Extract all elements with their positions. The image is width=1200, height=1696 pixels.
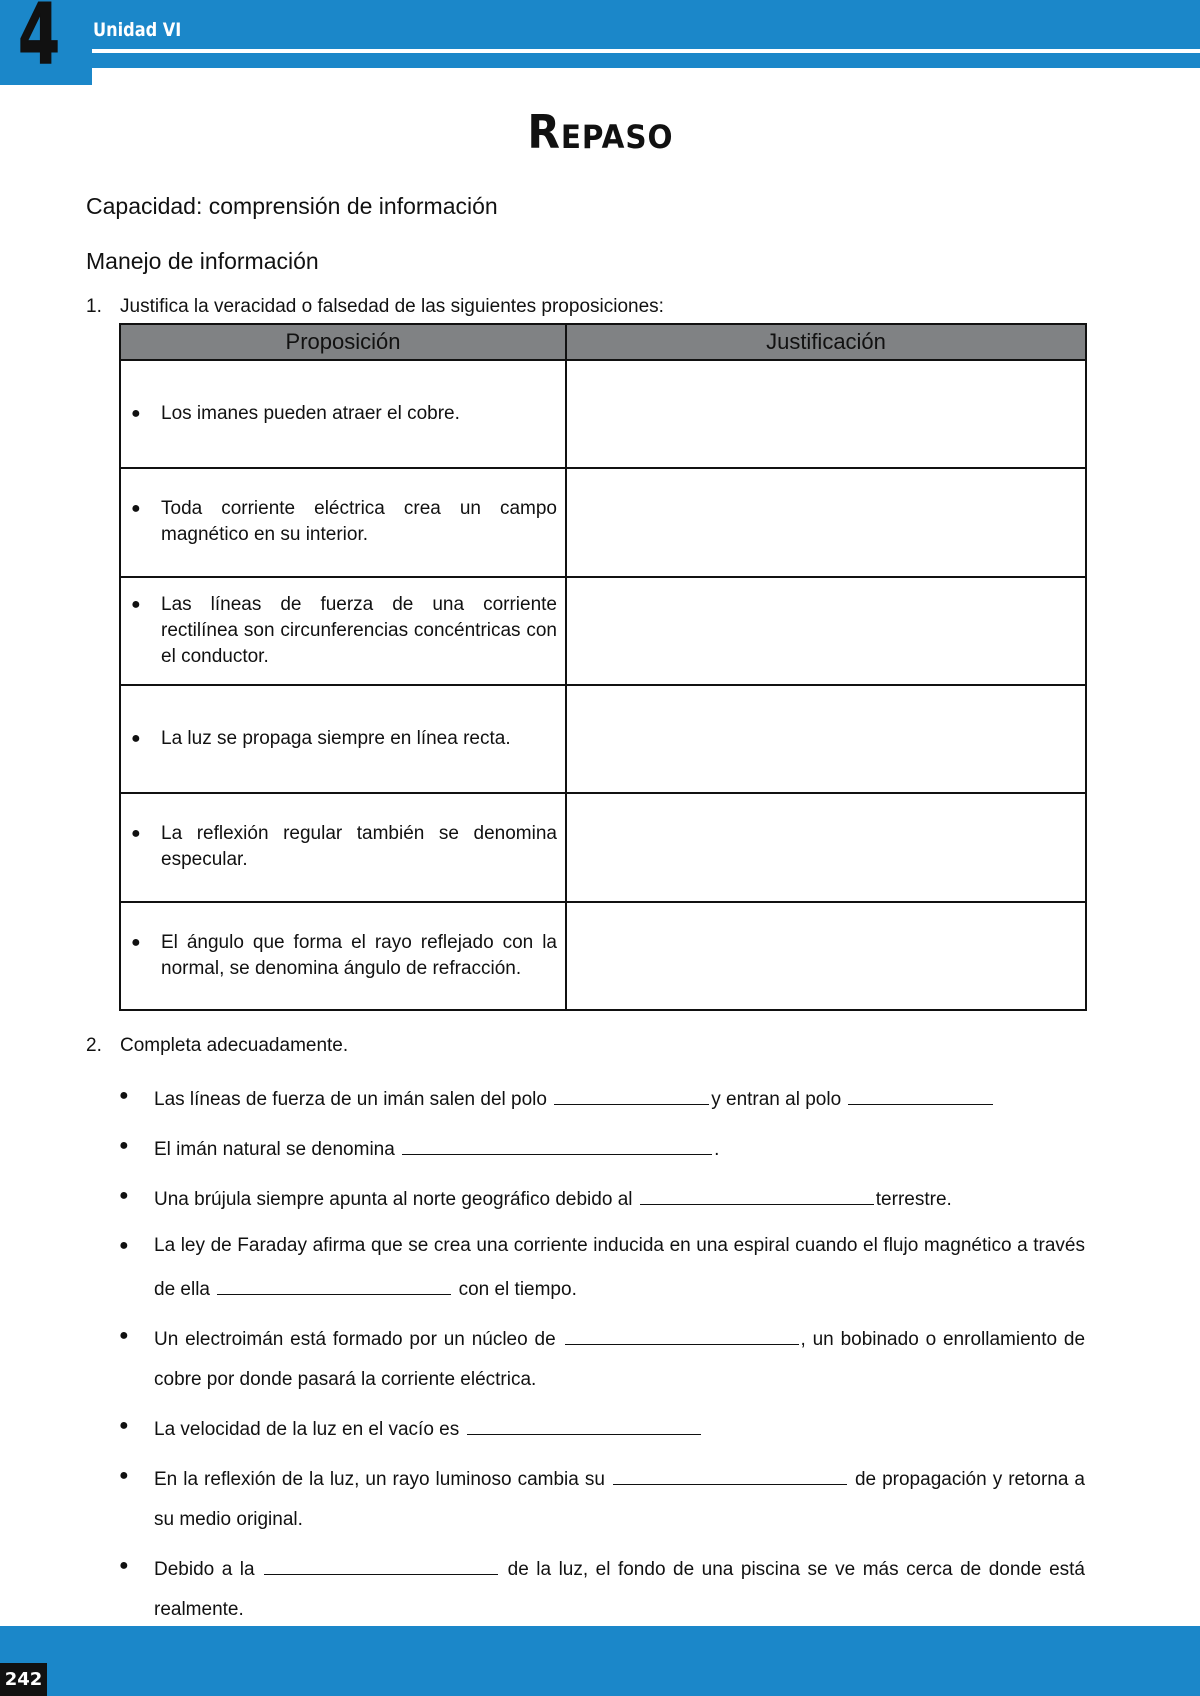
answer-blank[interactable] [613,1456,847,1485]
table-row [120,360,1086,468]
table-row [120,902,1086,1010]
question-1 [86,296,664,318]
table-row [120,468,1086,576]
item-text: de propagación y retorna a su medio original. [154,1469,1085,1530]
page-title [0,105,1200,159]
fill-in-list [119,1076,1085,1636]
proposition-cell [120,577,566,685]
proposition-text: La reflexión regular también se denomina especular. [161,823,557,871]
item-text: , un bobinado o enrollamiento de cobre por donde pasará la corriente eléctrica. [154,1329,1086,1390]
question-1-text: Justifica la veracidad o falsedad de las siguientes proposiciones: [120,296,664,317]
question-2 [86,1035,348,1057]
item-text: terrestre. [875,1189,952,1210]
list-item [119,1456,1085,1540]
bullet-icon: ● [119,1467,129,1484]
bullet-icon: ● [119,1187,129,1204]
proposition-cell [120,468,566,576]
justification-cell[interactable] [566,577,1086,685]
item-text: Una brújula siempre apunta al norte geográfico debido al [154,1189,633,1210]
table-row [120,577,1086,685]
footer-bar [0,1626,1200,1696]
answer-blank[interactable] [264,1546,498,1575]
item-text: El imán natural se denomina [154,1139,395,1160]
item-text: Debido a la [154,1559,255,1580]
item-text: La ley de Faraday afirma que se crea una corriente inducida en una espiral cuando el flujo magnético a través de ella [154,1235,1085,1300]
item-text: Las líneas de fuerza de un imán salen del polo [154,1089,547,1110]
question-2-number: 2. [86,1035,102,1056]
proposition-text: La luz se propaga siempre en línea recta. [161,728,511,750]
bullet-icon: ● [131,500,141,518]
table-row [120,793,1086,901]
bullet-icon: ● [131,595,141,613]
table-header-row [120,324,1086,360]
answer-blank[interactable] [848,1076,993,1105]
item-text: y entran al polo [711,1089,842,1110]
bullet-icon: ● [119,1327,129,1344]
bullet-icon: ● [119,1417,129,1434]
table-row [120,685,1086,793]
header-proposition: Proposición [120,324,566,360]
question-1-number: 1. [86,296,102,317]
proposition-cell [120,902,566,1010]
section-heading: Manejo de información [86,248,319,274]
list-item [119,1176,1085,1220]
list-item [119,1546,1085,1630]
list-item [119,1126,1085,1170]
justification-cell[interactable] [566,685,1086,793]
propositions-table [119,323,1087,1011]
item-text: Un electroimán está formado por un núcleo de [154,1329,556,1350]
item-text: La velocidad de la luz en el vacío es [154,1419,460,1440]
proposition-text: El ángulo que forma el rayo reflejado con la normal, se denomina ángulo de refracción. [161,931,557,979]
answer-blank[interactable] [640,1176,874,1205]
capacity-heading: Capacidad: comprensión de información [86,193,498,219]
item-text: En la reflexión de la luz, un rayo luminoso cambia su [154,1469,605,1490]
list-item [119,1226,1085,1310]
bullet-icon: ● [131,825,141,843]
unit-label: Unidad VI [93,19,182,41]
justification-cell[interactable] [566,793,1086,901]
answer-blank[interactable] [217,1266,451,1295]
list-item [119,1406,1085,1450]
header-justification: Justificación [566,324,1086,360]
answer-blank[interactable] [467,1406,701,1435]
proposition-text: Los imanes pueden atraer el cobre. [161,403,460,425]
item-text: con el tiempo. [458,1279,577,1300]
page-title-text: Repaso [526,105,674,159]
question-2-text: Completa adecuadamente. [120,1035,349,1056]
bullet-icon: ● [119,1557,129,1574]
proposition-text: Toda corriente eléctrica crea un campo magnético en su interior. [161,498,557,546]
list-item [119,1316,1085,1400]
justification-cell[interactable] [566,468,1086,576]
bullet-icon: ● [119,1237,129,1254]
proposition-cell [120,685,566,793]
bullet-icon: ● [131,933,141,951]
unit-number: 4 [18,0,61,83]
answer-blank[interactable] [565,1316,799,1345]
item-text: . [714,1139,720,1160]
proposition-cell [120,793,566,901]
bullet-icon: ● [131,405,141,423]
bullet-icon: ● [131,730,141,748]
page-number: 242 [0,1663,47,1696]
list-item [119,1076,1085,1120]
answer-blank[interactable] [402,1126,712,1155]
justification-cell[interactable] [566,902,1086,1010]
item-text: de la luz, el fondo de una piscina se ve más cerca de donde está realmente. [154,1559,1085,1620]
proposition-text: Las líneas de fuerza de una corriente rectilínea son circunferencias concéntricas con el conductor. [161,593,557,667]
bullet-icon: ● [119,1137,129,1154]
answer-blank[interactable] [554,1076,709,1105]
proposition-cell [120,360,566,468]
bullet-icon: ● [119,1087,129,1104]
justification-cell[interactable] [566,360,1086,468]
header-bar-lower [0,53,1200,68]
unit-number-box [0,0,92,85]
